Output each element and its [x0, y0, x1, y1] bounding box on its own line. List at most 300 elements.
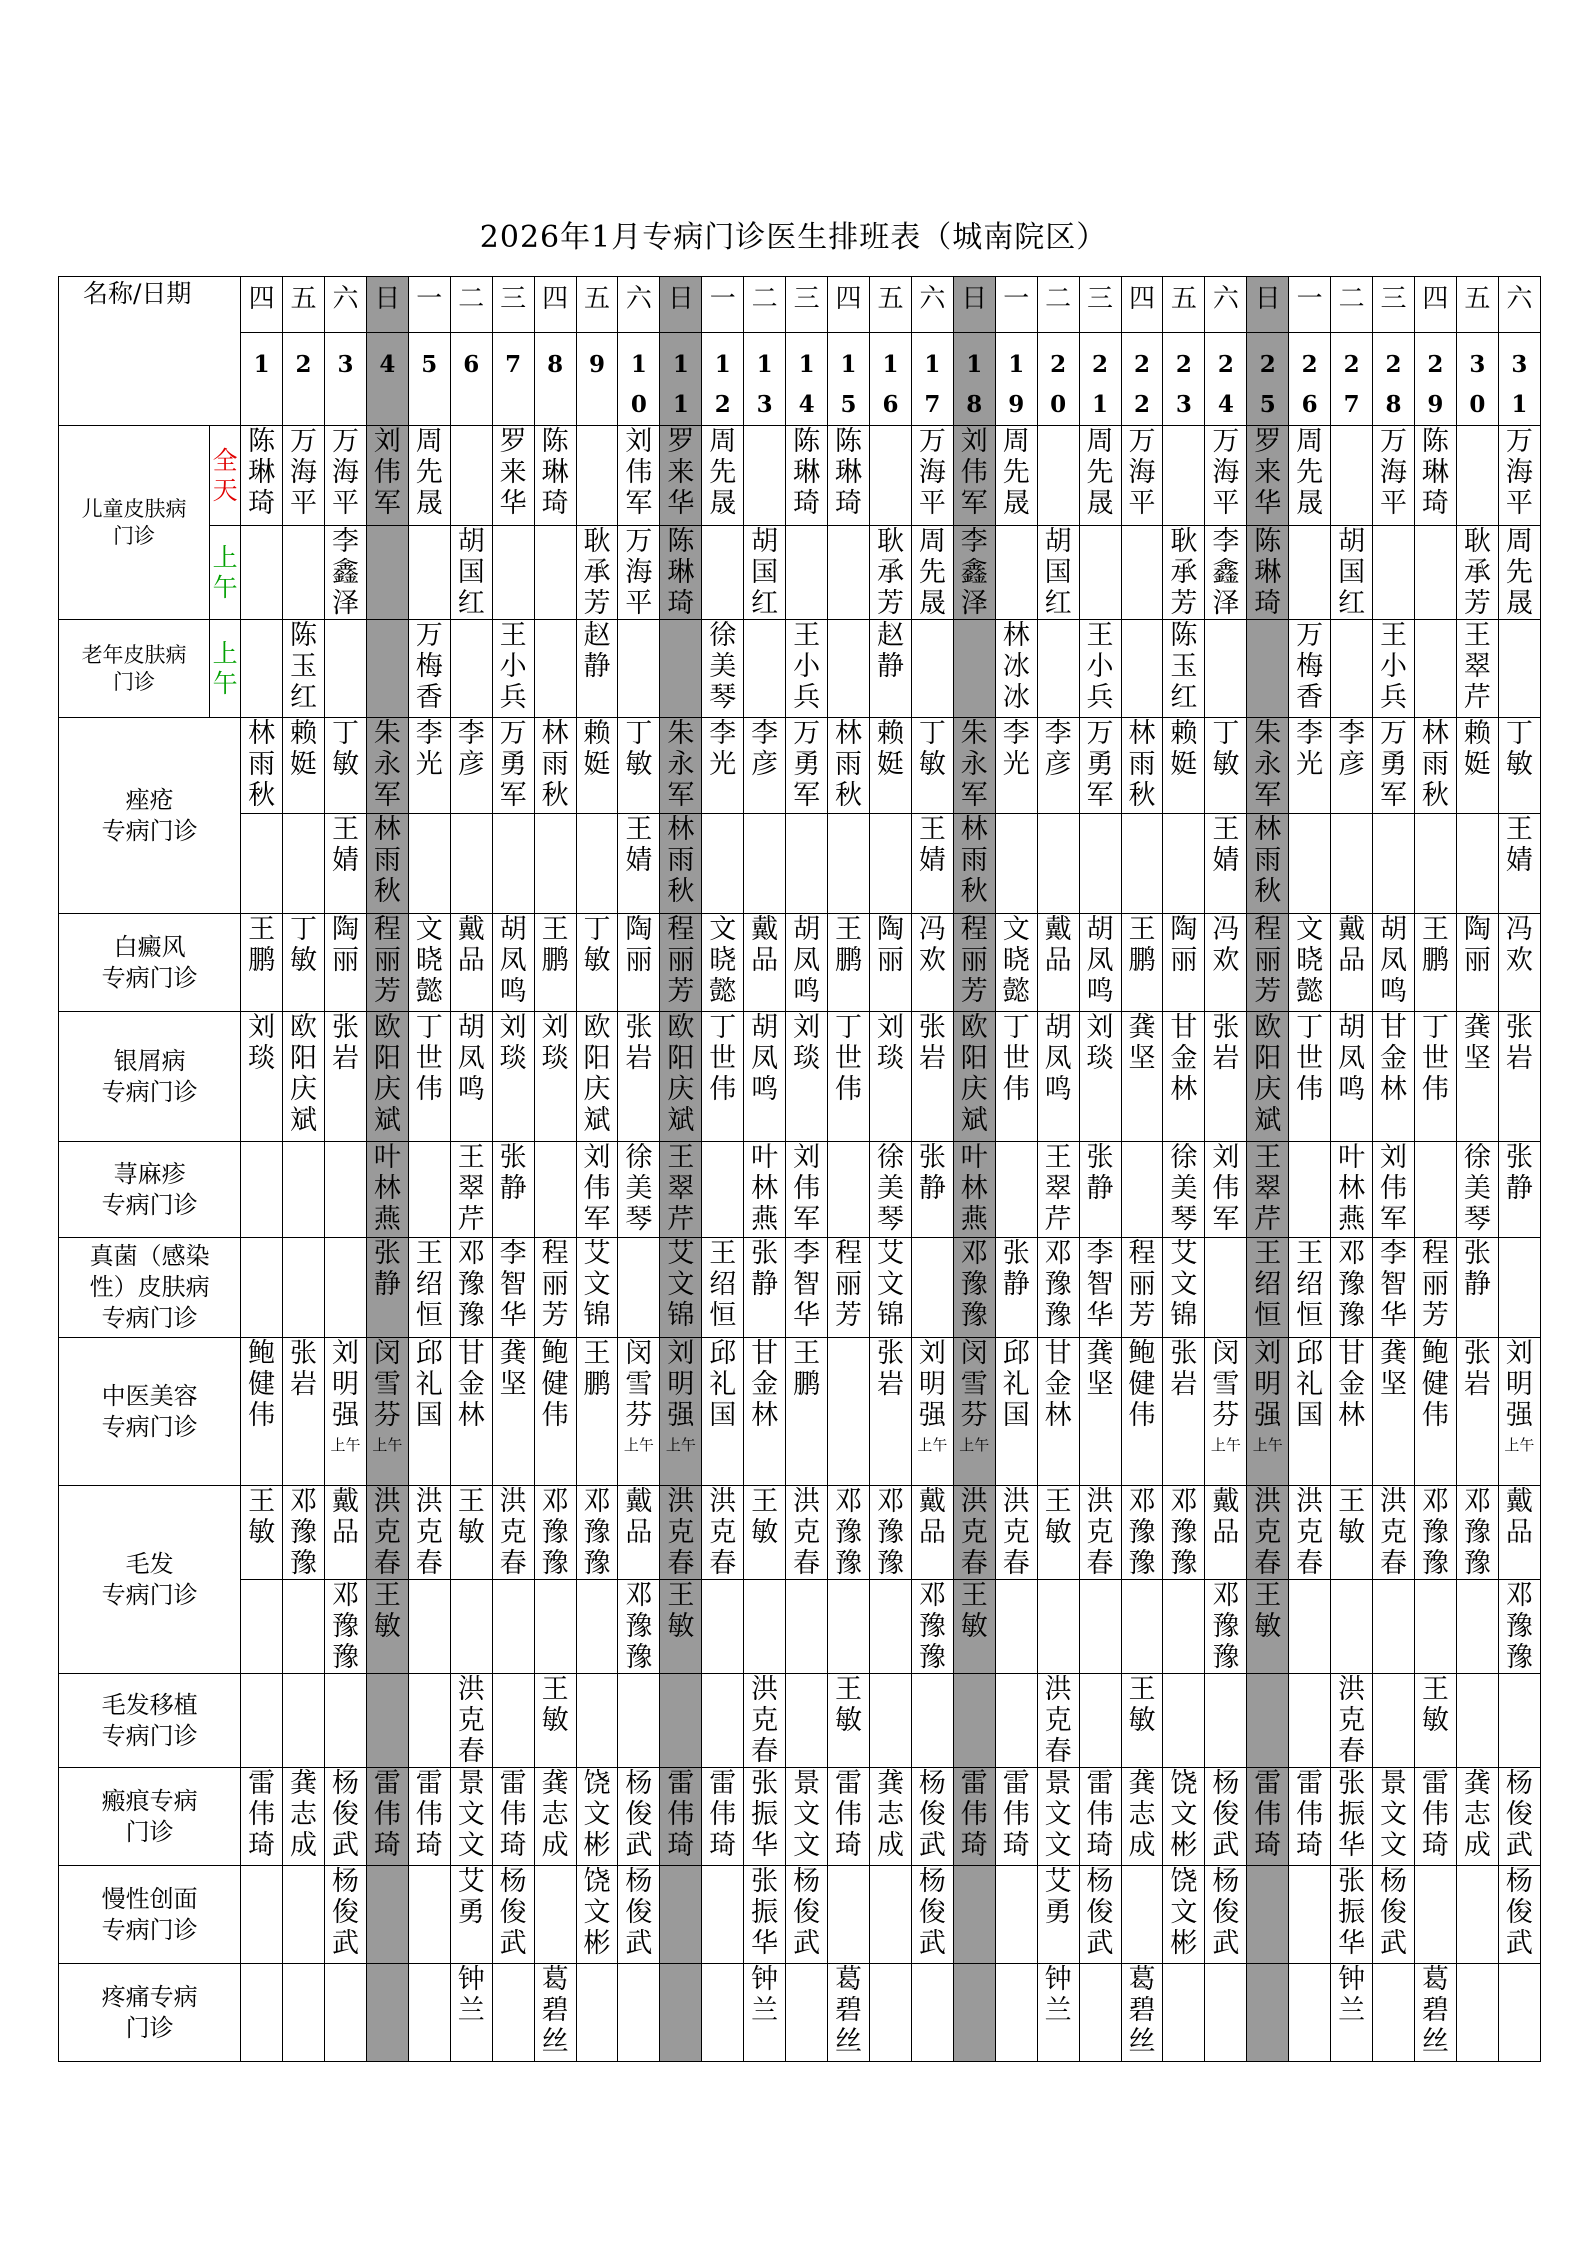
doctor-cell: 王 鹏 — [241, 914, 283, 1012]
doctor-cell — [660, 1964, 702, 2062]
doctor-cell: 甘 金 林 — [1163, 1012, 1205, 1142]
doctor-cell: 周 先 晟 — [1079, 426, 1121, 526]
doctor-cell — [660, 1674, 702, 1768]
doctor-cell: 耿 承 芳 — [576, 526, 618, 620]
doctor-cell: 王 绍 恒 — [1247, 1238, 1289, 1338]
group-label-line: 性）皮肤病 — [89, 1273, 210, 1301]
doctor-cell: 雷 伟 琦 — [660, 1768, 702, 1866]
doctor-cell: 刘 伟 军 — [1373, 1142, 1415, 1238]
doctor-cell — [408, 1866, 450, 1964]
doctor-cell — [995, 1580, 1037, 1674]
date-cell: 1 1 — [660, 333, 702, 426]
doctor-cell: 洪 克 春 — [786, 1486, 828, 1580]
date-cell: 2 — [283, 333, 325, 426]
group-label-line: 专病门诊 — [101, 1412, 198, 1441]
doctor-cell: 张 静 — [1456, 1238, 1498, 1338]
doctor-cell: 丁 敏 — [576, 914, 618, 1012]
doctor-cell: 林 雨 秋 — [534, 718, 576, 814]
weekday-cell: 四 — [534, 277, 576, 333]
doctor-cell: 杨 俊 武 — [1205, 1768, 1247, 1866]
doctor-cell — [1498, 1674, 1540, 1768]
group-label-line: 白癜风 — [113, 932, 186, 961]
doctor-cell: 陶 丽 — [1163, 914, 1205, 1012]
doctor-cell: 徐 美 琴 — [1163, 1142, 1205, 1238]
doctor-cell: 刘 琰 — [492, 1012, 534, 1142]
doctor-cell — [450, 814, 492, 914]
doctor-cell — [534, 1866, 576, 1964]
doctor-cell: 张 岩 — [1456, 1338, 1498, 1486]
doctor-cell: 李 智 华 — [492, 1238, 534, 1338]
doctor-cell: 周 先 晟 — [1289, 426, 1331, 526]
doctor-cell — [283, 1580, 325, 1674]
doctor-cell: 胡 凤 鸣 — [1331, 1012, 1373, 1142]
doctor-cell: 王 鹏 — [1121, 914, 1163, 1012]
doctor-cell: 杨 俊 武 — [911, 1866, 953, 1964]
doctor-cell — [366, 1866, 408, 1964]
doctor-cell: 饶 文 彬 — [1163, 1866, 1205, 1964]
doctor-cell — [1079, 1964, 1121, 2062]
doctor-cell: 王 敏 — [366, 1580, 408, 1674]
doctor-cell: 洪 克 春 — [450, 1674, 492, 1768]
doctor-cell — [1205, 1964, 1247, 2062]
doctor-cell: 龚 坚 — [1373, 1338, 1415, 1486]
doctor-cell — [366, 1964, 408, 2062]
weekday-cell: 四 — [1414, 277, 1456, 333]
doctor-cell — [492, 1964, 534, 2062]
doctor-cell: 张 静 — [1079, 1142, 1121, 1238]
doctor-cell: 朱 永 军 — [1247, 718, 1289, 814]
doctor-cell — [869, 426, 911, 526]
doctor-cell — [702, 1866, 744, 1964]
doctor-cell — [1121, 1866, 1163, 1964]
doctor-cell — [576, 814, 618, 914]
doctor-cell: 朱 永 军 — [953, 718, 995, 814]
group-label-acne — [59, 718, 241, 914]
date-cell: 8 — [534, 333, 576, 426]
doctor-cell: 胡 国 红 — [744, 526, 786, 620]
group-label-line: 专病门诊 — [101, 1721, 198, 1750]
doctor-cell: 万 梅 香 — [1289, 620, 1331, 718]
doctor-cell: 徐 美 琴 — [869, 1142, 911, 1238]
group-label-psoriasis — [59, 1012, 241, 1142]
doctor-cell — [953, 1964, 995, 2062]
doctor-cell — [1121, 1142, 1163, 1238]
doctor-cell: 王 翠 芹 — [450, 1142, 492, 1238]
doctor-cell: 王 婧 — [618, 814, 660, 914]
doctor-cell: 张 振 华 — [1331, 1866, 1373, 1964]
doctor-cell — [325, 1964, 367, 2062]
doctor-cell: 李 彦 — [450, 718, 492, 814]
session-note: 上午 — [1252, 1436, 1283, 1454]
doctor-cell: 景 文 文 — [1373, 1768, 1415, 1866]
weekday-cell: 日 — [366, 277, 408, 333]
doctor-cell: 刘 伟 军 — [1205, 1142, 1247, 1238]
weekday-cell: 二 — [1037, 277, 1079, 333]
doctor-cell: 程 丽 芳 — [366, 914, 408, 1012]
doctor-cell: 徐 美 琴 — [1456, 1142, 1498, 1238]
doctor-cell: 戴 品 — [1331, 914, 1373, 1012]
doctor-cell: 王 敏 — [1121, 1674, 1163, 1768]
doctor-cell: 程 丽 芳 — [953, 914, 995, 1012]
date-cell: 2 9 — [1414, 333, 1456, 426]
doctor-cell — [1414, 620, 1456, 718]
weekday-cell: 二 — [1331, 277, 1373, 333]
doctor-cell: 李 鑫 泽 — [953, 526, 995, 620]
doctor-cell: 邓 豫 豫 — [1121, 1486, 1163, 1580]
doctor-cell: 周 先 晟 — [702, 426, 744, 526]
weekday-cell: 六 — [1498, 277, 1540, 333]
doctor-cell: 万 勇 军 — [492, 718, 534, 814]
doctor-cell: 洪 克 春 — [744, 1674, 786, 1768]
group-label-line: 荨麻疹 — [113, 1159, 186, 1188]
group-label-urticaria — [59, 1142, 241, 1238]
doctor-cell — [702, 814, 744, 914]
group-label-line: 门诊 — [125, 1817, 174, 1846]
doctor-cell — [1079, 526, 1121, 620]
doctor-cell — [1331, 814, 1373, 914]
doctor-cell: 胡 凤 鸣 — [786, 914, 828, 1012]
schedule-row — [59, 526, 1541, 620]
doctor-cell: 万 勇 军 — [1373, 718, 1415, 814]
doctor-cell: 欧 阳 庆 斌 — [1247, 1012, 1289, 1142]
doctor-cell: 戴 品 — [1498, 1486, 1540, 1580]
schedule-row — [59, 1674, 1541, 1768]
doctor-cell — [1289, 1580, 1331, 1674]
doctor-cell — [1456, 814, 1498, 914]
doctor-cell: 丁 敏 — [618, 718, 660, 814]
doctor-cell — [283, 526, 325, 620]
group-label-senior — [59, 620, 210, 718]
doctor-cell — [492, 1580, 534, 1674]
doctor-cell: 陈 琳 琦 — [241, 426, 283, 526]
doctor-cell — [450, 1580, 492, 1674]
group-label-hairtransplant — [59, 1674, 241, 1768]
doctor-cell: 王 小 兵 — [786, 620, 828, 718]
doctor-cell: 周 先 晟 — [995, 426, 1037, 526]
doctor-cell — [911, 1238, 953, 1338]
weekday-cell: 五 — [869, 277, 911, 333]
date-cell: 7 — [492, 333, 534, 426]
doctor-cell: 刘 明 强 上午 — [1247, 1338, 1289, 1486]
doctor-cell: 欧 阳 庆 斌 — [576, 1012, 618, 1142]
doctor-cell: 王 婧 — [1205, 814, 1247, 914]
doctor-cell: 戴 品 — [911, 1486, 953, 1580]
doctor-cell: 戴 品 — [744, 914, 786, 1012]
doctor-cell: 陶 丽 — [869, 914, 911, 1012]
doctor-cell — [408, 1674, 450, 1768]
doctor-cell — [1498, 620, 1540, 718]
doctor-cell — [1331, 620, 1373, 718]
weekday-cell: 六 — [1205, 277, 1247, 333]
doctor-cell — [241, 1142, 283, 1238]
doctor-cell: 胡 国 红 — [450, 526, 492, 620]
doctor-cell: 欧 阳 庆 斌 — [660, 1012, 702, 1142]
schedule-row — [59, 426, 1541, 526]
group-label-pain — [59, 1964, 241, 2062]
doctor-cell: 李 鑫 泽 — [325, 526, 367, 620]
doctor-cell — [1331, 426, 1373, 526]
doctor-cell: 刘 明 强 上午 — [325, 1338, 367, 1486]
group-label-line: 毛发移植 — [101, 1690, 198, 1719]
weekday-cell: 三 — [1079, 277, 1121, 333]
group-label-wound — [59, 1866, 241, 1964]
doctor-cell — [953, 1674, 995, 1768]
doctor-cell — [1456, 1964, 1498, 2062]
doctor-cell: 景 文 文 — [450, 1768, 492, 1866]
doctor-cell: 钟 兰 — [1331, 1964, 1373, 2062]
doctor-cell — [283, 1142, 325, 1238]
weekday-cell: 四 — [1121, 277, 1163, 333]
doctor-cell: 葛 碧 丝 — [534, 1964, 576, 2062]
doctor-cell — [828, 1142, 870, 1238]
weekday-cell: 三 — [492, 277, 534, 333]
doctor-cell — [576, 426, 618, 526]
schedule-row — [59, 1486, 1541, 1580]
doctor-cell — [1414, 1866, 1456, 1964]
doctor-cell — [325, 1238, 367, 1338]
doctor-cell: 王 婧 — [1498, 814, 1540, 914]
session-note: 上午 — [959, 1436, 990, 1454]
doctor-cell — [869, 1674, 911, 1768]
doctor-cell — [1037, 1580, 1079, 1674]
doctor-cell: 丁 世 伟 — [408, 1012, 450, 1142]
doctor-cell: 胡 凤 鸣 — [450, 1012, 492, 1142]
doctor-cell: 邓 豫 豫 — [1163, 1486, 1205, 1580]
doctor-cell: 张 岩 — [283, 1338, 325, 1486]
doctor-cell: 葛 碧 丝 — [1121, 1964, 1163, 2062]
doctor-cell: 林 雨 秋 — [241, 718, 283, 814]
doctor-cell — [1498, 1964, 1540, 2062]
doctor-cell: 万 海 平 — [1121, 426, 1163, 526]
doctor-cell: 李 彦 — [1331, 718, 1373, 814]
doctor-cell — [1456, 426, 1498, 526]
doctor-cell: 耿 承 芳 — [869, 526, 911, 620]
weekday-cell: 日 — [953, 277, 995, 333]
doctor-cell: 王 翠 芹 — [660, 1142, 702, 1238]
doctor-cell: 万 海 平 — [283, 426, 325, 526]
doctor-cell: 叶 林 燕 — [366, 1142, 408, 1238]
doctor-cell — [241, 1580, 283, 1674]
doctor-cell: 李 光 — [702, 718, 744, 814]
doctor-cell: 赵 静 — [576, 620, 618, 718]
doctor-cell — [241, 1866, 283, 1964]
schedule-row — [59, 1012, 1541, 1142]
doctor-cell — [1247, 1964, 1289, 2062]
group-label-line: 专病门诊 — [101, 1580, 198, 1609]
doctor-cell — [325, 1142, 367, 1238]
doctor-cell: 张 岩 — [618, 1012, 660, 1142]
doctor-cell: 李 彦 — [1037, 718, 1079, 814]
doctor-cell: 程 丽 芳 — [828, 1238, 870, 1338]
doctor-cell: 林 雨 秋 — [366, 814, 408, 914]
doctor-cell: 戴 品 — [618, 1486, 660, 1580]
doctor-cell: 万 梅 香 — [408, 620, 450, 718]
session-note: 上午 — [1504, 1436, 1535, 1454]
doctor-cell — [1414, 1142, 1456, 1238]
date-cell: 2 2 — [1121, 333, 1163, 426]
group-label-line: 瘢痕专病 — [101, 1786, 198, 1815]
doctor-cell: 陈 玉 红 — [1163, 620, 1205, 718]
doctor-cell: 龚 志 成 — [1121, 1768, 1163, 1866]
doctor-cell: 刘 明 强 上午 — [1498, 1338, 1540, 1486]
date-cell: 2 0 — [1037, 333, 1079, 426]
date-cell: 1 2 — [702, 333, 744, 426]
doctor-cell — [828, 1580, 870, 1674]
group-label-line: 老年皮肤病 — [81, 642, 187, 667]
group-label-tcm — [59, 1338, 241, 1486]
weekday-cell: 二 — [744, 277, 786, 333]
doctor-cell: 李 智 华 — [786, 1238, 828, 1338]
doctor-cell: 邱 礼 国 — [1289, 1338, 1331, 1486]
doctor-cell: 王 敏 — [744, 1486, 786, 1580]
doctor-cell: 张 岩 — [869, 1338, 911, 1486]
doctor-cell: 刘 琰 — [786, 1012, 828, 1142]
doctor-cell: 李 光 — [408, 718, 450, 814]
doctor-cell: 刘 琰 — [1079, 1012, 1121, 1142]
doctor-cell: 邓 豫 豫 — [1456, 1486, 1498, 1580]
schedule-row — [59, 1580, 1541, 1674]
doctor-cell: 陈 玉 红 — [283, 620, 325, 718]
schedule-row — [59, 620, 1541, 718]
doctor-cell: 甘 金 林 — [1037, 1338, 1079, 1486]
session-label: 全 天 — [210, 426, 241, 526]
doctor-cell: 钟 兰 — [1037, 1964, 1079, 2062]
doctor-cell: 赖 娗 — [1456, 718, 1498, 814]
doctor-cell: 张 岩 — [911, 1012, 953, 1142]
session-note: 上午 — [1210, 1436, 1241, 1454]
doctor-cell: 张 静 — [1498, 1142, 1540, 1238]
doctor-cell — [618, 1964, 660, 2062]
doctor-cell: 文 晓 懿 — [1289, 914, 1331, 1012]
doctor-cell — [1373, 814, 1415, 914]
doctor-cell: 赖 娗 — [576, 718, 618, 814]
group-label-child — [59, 426, 210, 620]
doctor-cell: 万 海 平 — [1498, 426, 1540, 526]
date-cell: 1 6 — [869, 333, 911, 426]
doctor-cell: 王 小 兵 — [1079, 620, 1121, 718]
doctor-cell — [995, 814, 1037, 914]
doctor-cell: 张 振 华 — [1331, 1768, 1373, 1866]
doctor-cell — [241, 526, 283, 620]
group-label-line: 专病门诊 — [101, 1077, 198, 1106]
doctor-cell: 甘 金 林 — [744, 1338, 786, 1486]
doctor-cell — [1289, 1964, 1331, 2062]
doctor-cell: 叶 林 燕 — [1331, 1142, 1373, 1238]
doctor-cell — [1414, 1580, 1456, 1674]
doctor-cell — [283, 1964, 325, 2062]
doctor-cell: 戴 品 — [325, 1486, 367, 1580]
weekday-cell: 五 — [1456, 277, 1498, 333]
doctor-cell — [1331, 1580, 1373, 1674]
doctor-cell: 万 海 平 — [1373, 426, 1415, 526]
doctor-cell — [1289, 814, 1331, 914]
doctor-cell: 李 智 华 — [1373, 1238, 1415, 1338]
doctor-cell: 冯 欢 — [1205, 914, 1247, 1012]
doctor-cell: 艾 勇 — [1037, 1866, 1079, 1964]
doctor-cell: 雷 伟 琦 — [366, 1768, 408, 1866]
doctor-cell: 刘 琰 — [869, 1012, 911, 1142]
doctor-cell — [744, 814, 786, 914]
doctor-cell: 邓 豫 豫 — [1205, 1580, 1247, 1674]
doctor-cell — [576, 1964, 618, 2062]
doctor-cell — [1373, 526, 1415, 620]
doctor-cell — [1456, 1580, 1498, 1674]
doctor-cell: 陈 琳 琦 — [1414, 426, 1456, 526]
weekday-cell: 六 — [911, 277, 953, 333]
doctor-cell — [283, 814, 325, 914]
doctor-cell: 徐 美 琴 — [618, 1142, 660, 1238]
group-label-line: 真菌（感染 — [89, 1242, 210, 1270]
doctor-cell: 朱 永 军 — [366, 718, 408, 814]
doctor-cell: 赖 娗 — [1163, 718, 1205, 814]
doctor-cell: 丁 敏 — [283, 914, 325, 1012]
doctor-cell — [702, 1142, 744, 1238]
doctor-cell: 赖 娗 — [283, 718, 325, 814]
doctor-cell: 雷 伟 琦 — [241, 1768, 283, 1866]
doctor-cell: 龚 坚 — [1456, 1012, 1498, 1142]
doctor-cell: 胡 凤 鸣 — [1373, 914, 1415, 1012]
doctor-cell: 王 绍 恒 — [1289, 1238, 1331, 1338]
doctor-cell: 闵 雪 芬 上午 — [366, 1338, 408, 1486]
weekday-cell: 一 — [1289, 277, 1331, 333]
doctor-cell: 艾 文 锦 — [869, 1238, 911, 1338]
doctor-cell: 雷 伟 琦 — [953, 1768, 995, 1866]
doctor-cell — [1247, 1866, 1289, 1964]
schedule-table — [58, 276, 1541, 2062]
doctor-cell: 林 雨 秋 — [1414, 718, 1456, 814]
date-cell: 2 8 — [1373, 333, 1415, 426]
doctor-cell: 林 雨 秋 — [953, 814, 995, 914]
page-title: 2026年1月专病门诊医生排班表（城南院区） — [479, 220, 1108, 255]
doctor-cell: 鲍 健 伟 — [1414, 1338, 1456, 1486]
doctor-cell — [408, 1964, 450, 2062]
doctor-cell: 杨 俊 武 — [911, 1768, 953, 1866]
doctor-cell — [1498, 1238, 1540, 1338]
doctor-cell: 李 鑫 泽 — [1205, 526, 1247, 620]
doctor-cell — [450, 620, 492, 718]
doctor-cell: 邓 豫 豫 — [450, 1238, 492, 1338]
doctor-cell — [241, 1674, 283, 1768]
doctor-cell — [786, 1580, 828, 1674]
doctor-cell: 刘 伟 军 — [366, 426, 408, 526]
doctor-cell: 欧 阳 庆 斌 — [953, 1012, 995, 1142]
doctor-cell — [1121, 620, 1163, 718]
doctor-cell: 王 鹏 — [576, 1338, 618, 1486]
doctor-cell — [869, 1964, 911, 2062]
schedule-row — [59, 1866, 1541, 1964]
doctor-cell: 文 晓 懿 — [408, 914, 450, 1012]
doctor-cell: 甘 金 林 — [1331, 1338, 1373, 1486]
header-label: 名称/日期 — [59, 277, 241, 426]
doctor-cell — [786, 814, 828, 914]
doctor-cell — [702, 526, 744, 620]
doctor-cell: 邱 礼 国 — [702, 1338, 744, 1486]
weekday-cell: 一 — [995, 277, 1037, 333]
doctor-cell: 杨 俊 武 — [1205, 1866, 1247, 1964]
doctor-cell — [828, 1866, 870, 1964]
doctor-cell: 丁 世 伟 — [702, 1012, 744, 1142]
doctor-cell — [534, 620, 576, 718]
session-note: 上午 — [372, 1436, 403, 1454]
doctor-cell: 邓 豫 豫 — [828, 1486, 870, 1580]
doctor-cell: 丁 敏 — [1205, 718, 1247, 814]
doctor-cell: 陶 丽 — [325, 914, 367, 1012]
group-label-line: 中医美容 — [101, 1381, 198, 1410]
group-label-line: 门诊 — [113, 523, 156, 548]
date-cell: 2 4 — [1205, 333, 1247, 426]
date-cell: 3 — [325, 333, 367, 426]
doctor-cell: 罗 来 华 — [660, 426, 702, 526]
